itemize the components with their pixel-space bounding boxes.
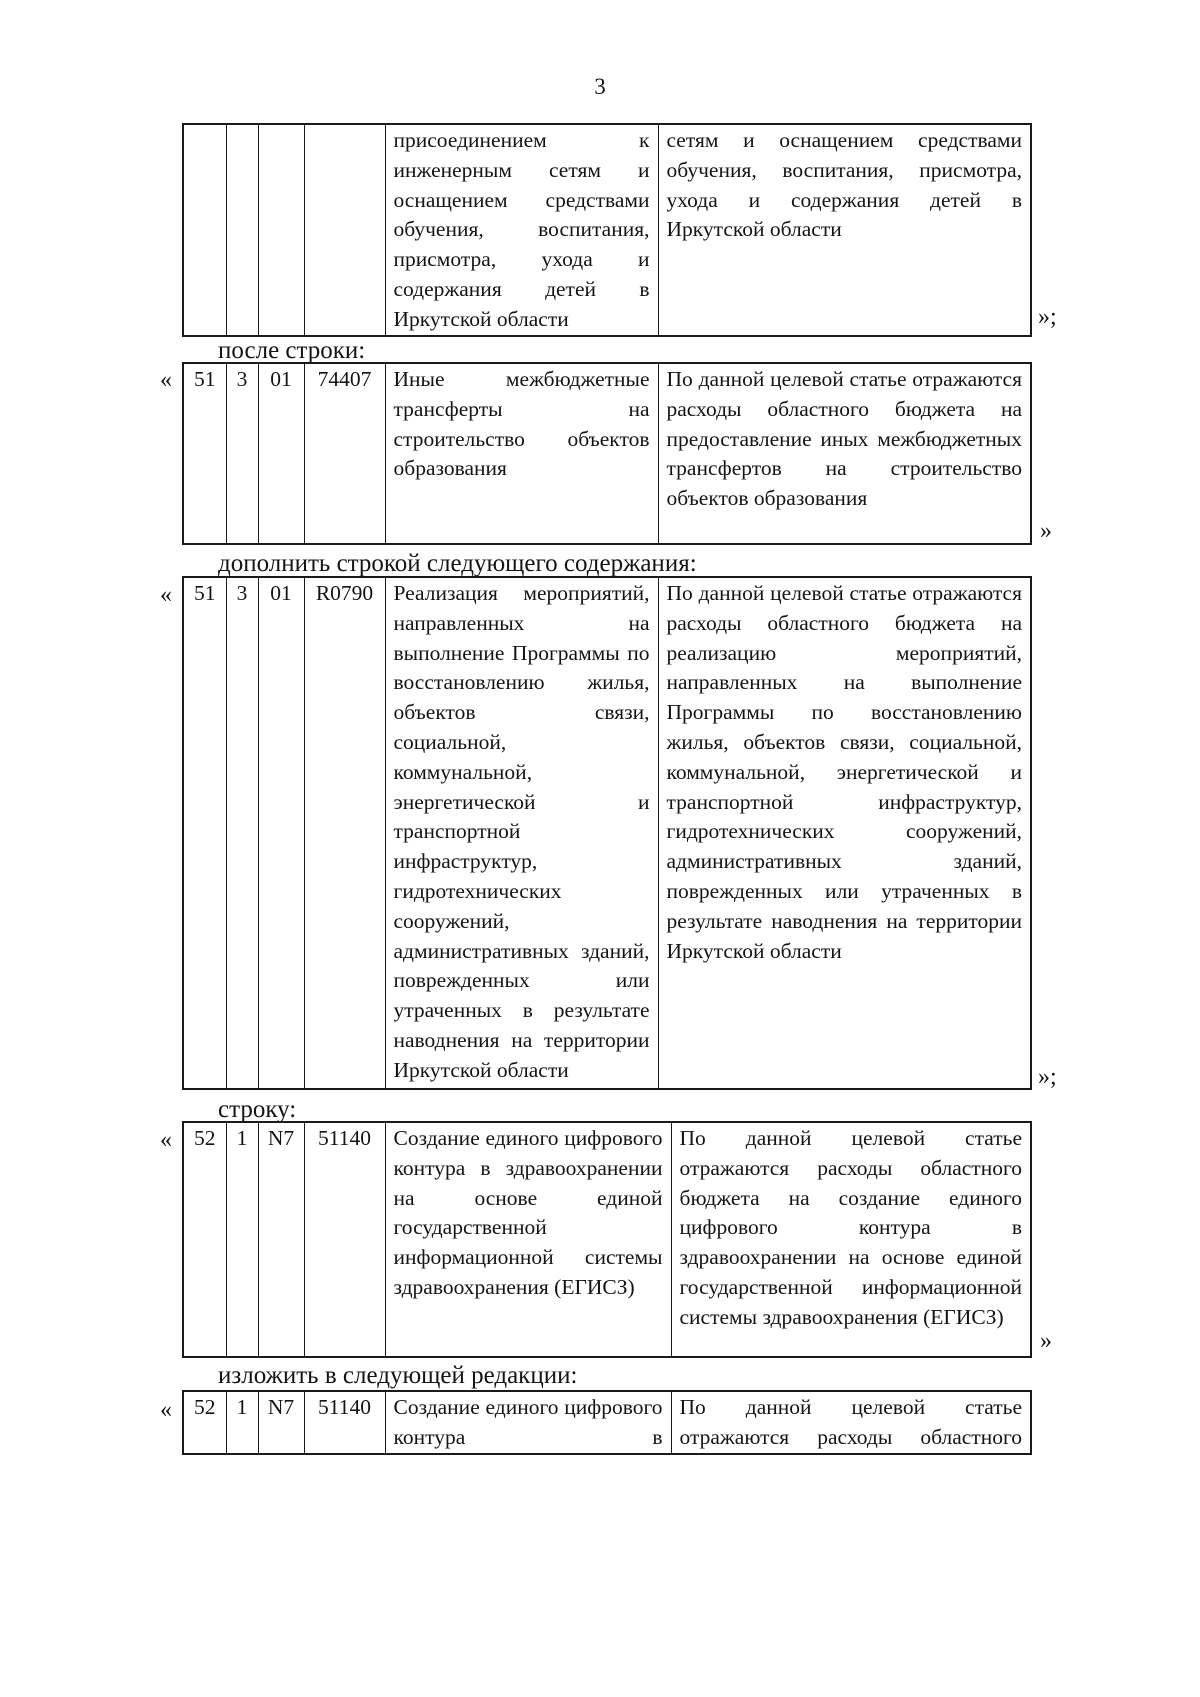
code-subsection bbox=[226, 124, 258, 336]
table-block-74407 bbox=[182, 362, 1032, 545]
instruction-row: строку: bbox=[218, 1096, 297, 1123]
target-article-description: По данной целевой статье отражаются расходы областного бюджета на предоставление иных межбюджетных трансфертов на строительство объектов образования bbox=[658, 363, 1031, 544]
table-row bbox=[183, 1391, 1031, 1454]
opening-quote: « bbox=[160, 367, 172, 393]
target-article-name: Создание единого цифрового контура в bbox=[385, 1391, 671, 1454]
code-section: 52 bbox=[183, 1122, 226, 1357]
table-row bbox=[183, 124, 1031, 336]
code-direction: 51140 bbox=[304, 1391, 385, 1454]
code-subsection: 3 bbox=[226, 577, 258, 1089]
target-article-name: Реализация мероприятий, направленных на выполнение Программы по восстановлению жилья, объектов связи, социальной, коммунальной, энергетической и транспортной инфраструктур, гидротехнических сооружений, административных зданий, поврежденных или утраченных в результате наводнения на территории Иркутской области bbox=[385, 577, 658, 1089]
target-article-name: Создание единого цифрового контура в здравоохранении на основе единой государственной информационной системы здравоохранения (ЕГИСЗ) bbox=[385, 1122, 671, 1357]
code-item: N7 bbox=[258, 1391, 304, 1454]
target-article-name: присоединением к инженерным сетям и оснащением средствами обучения, воспитания, присмотра, ухода и содержания детей в Иркутской области bbox=[385, 124, 658, 336]
classification-table bbox=[182, 362, 1032, 545]
table-block-r0790 bbox=[182, 576, 1032, 1090]
code-item: 01 bbox=[258, 363, 304, 544]
target-article-description: По данной целевой статье отражаются расходы областного bbox=[671, 1391, 1031, 1454]
table-row bbox=[183, 1122, 1031, 1357]
instruction-after-row: после строки: bbox=[218, 337, 366, 364]
table-row bbox=[183, 363, 1031, 544]
table-block-continuation bbox=[182, 123, 1032, 337]
code-item: N7 bbox=[258, 1122, 304, 1357]
target-article-name: Иные межбюджетные трансферты на строительство объектов образования bbox=[385, 363, 658, 544]
opening-quote: « bbox=[160, 1127, 172, 1153]
target-article-description: По данной целевой статье отражаются расходы областного бюджета на реализацию мероприятий, направленных на выполнение Программы по восстановлению жилья, объектов связи, социальной, коммунальной, энергетической и транспортной инфраструктур, гидротехнических сооружений, административных зданий, поврежденных или утраченных в результате наводнения на территории Иркутской области bbox=[658, 577, 1031, 1089]
code-item bbox=[258, 124, 304, 336]
code-subsection: 1 bbox=[226, 1391, 258, 1454]
code-direction: R0790 bbox=[304, 577, 385, 1089]
classification-table bbox=[182, 1121, 1032, 1358]
target-article-description: По данной целевой статье отражаются расходы областного бюджета на создание единого цифрового контура в здравоохранении на основе единой государственной информационной системы здравоохранения (ЕГИСЗ) bbox=[671, 1122, 1031, 1357]
code-section: 51 bbox=[183, 577, 226, 1089]
code-direction bbox=[304, 124, 385, 336]
code-section: 52 bbox=[183, 1391, 226, 1454]
table-block-51140-new bbox=[182, 1390, 1032, 1455]
code-subsection: 3 bbox=[226, 363, 258, 544]
classification-table bbox=[182, 576, 1032, 1090]
closing-quote: »; bbox=[1038, 1064, 1057, 1090]
target-article-description: сетям и оснащением средствами обучения, воспитания, присмотра, ухода и содержания детей в Иркутской области bbox=[658, 124, 1031, 336]
opening-quote: « bbox=[160, 582, 172, 608]
table-row bbox=[183, 577, 1031, 1089]
instruction-new-wording: изложить в следующей редакции: bbox=[218, 1362, 578, 1389]
closing-quote: » bbox=[1040, 1328, 1052, 1354]
opening-quote: « bbox=[160, 1397, 172, 1423]
classification-table bbox=[182, 1390, 1032, 1455]
code-section: 51 bbox=[183, 363, 226, 544]
code-direction: 51140 bbox=[304, 1122, 385, 1357]
classification-table bbox=[182, 123, 1032, 337]
code-item: 01 bbox=[258, 577, 304, 1089]
table-block-51140 bbox=[182, 1121, 1032, 1358]
closing-quote: » bbox=[1040, 518, 1052, 544]
code-direction: 74407 bbox=[304, 363, 385, 544]
code-subsection: 1 bbox=[226, 1122, 258, 1357]
code-section bbox=[183, 124, 226, 336]
instruction-add-row: дополнить строкой следующего содержания: bbox=[218, 550, 697, 577]
page-number: 3 bbox=[594, 74, 606, 99]
closing-quote: »; bbox=[1038, 304, 1057, 330]
